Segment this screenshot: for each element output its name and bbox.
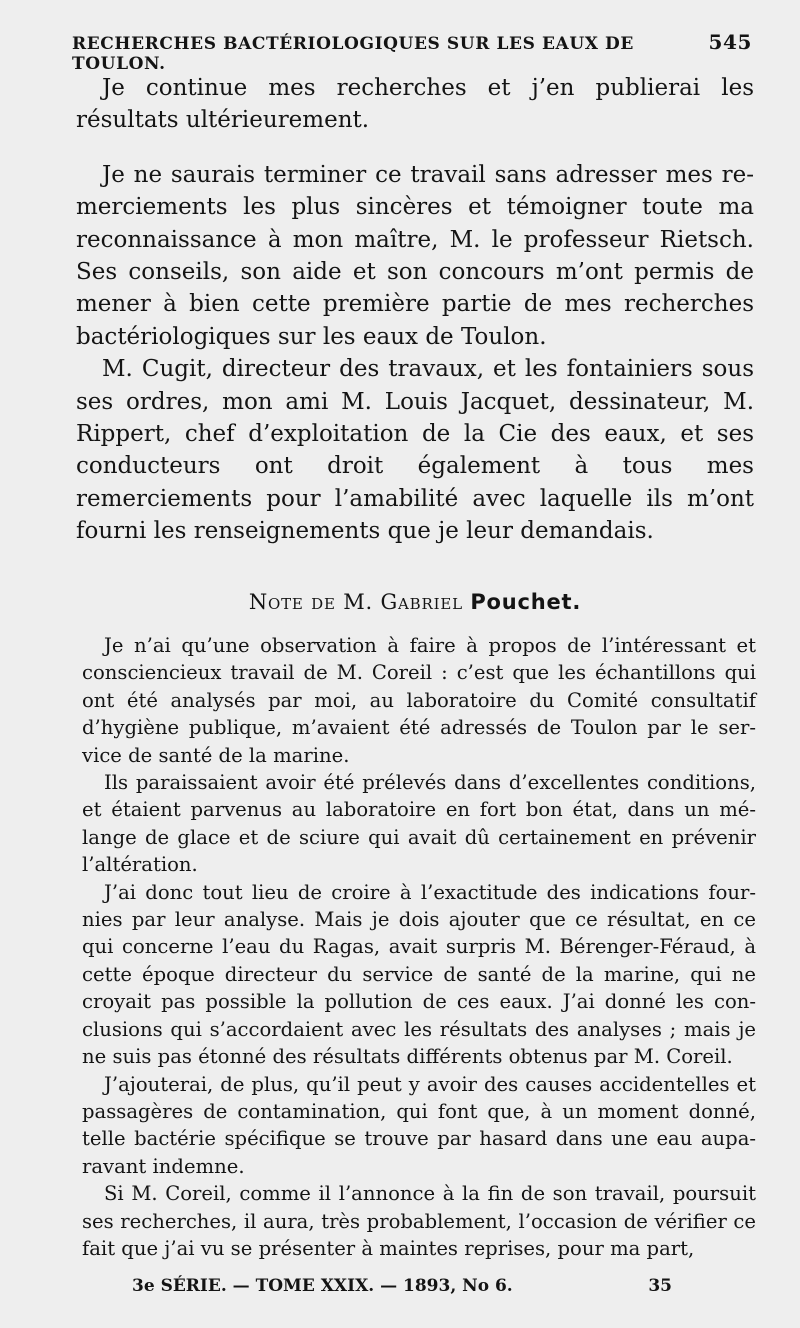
signature-mark: 35 <box>648 1276 672 1296</box>
series-line: 3e SÉRIE. — TOME XXIX. — 1893, No 6. <box>132 1276 513 1296</box>
note-paragraph: J’ai donc tout lieu de croire à l’exactitude des indications fournies par leur analyse. Mais je dois ajouter que ce résultat, en ce qui concerne l’eau du Ragas, avait surpris M. Bérenger-Féraud, à cette époque directeur du service de santé de la marine, qui ne croyait pas possible la pollution de ces eaux. J’ai donné les conclusions qui s’accordaient avec les résultats des analyses ; mais je ne suis pas étonné des résultats différents obtenus par M. Coreil. <box>82 880 756 1069</box>
note-paragraph: Si M. Coreil, comme il l’annonce à la fin de son travail, poursuit ses recherches, il aura, très probablement, l’occasion de vérifier ce fait que j’ai vu se présenter à maintes reprises, pour ma part, <box>82 1182 756 1260</box>
page-number: 545 <box>708 30 752 54</box>
note-heading-name: Pouchet. <box>470 590 582 614</box>
article-conclusion <box>76 72 754 548</box>
note-heading-prefix: Note de M. Gabriel <box>248 590 463 614</box>
paragraph-continue: Je continue mes recherches et j’en publierai les résultats ultérieurement. <box>76 75 754 134</box>
running-title: RECHERCHES BACTÉRIOLOGIQUES SUR LES EAUX DE TOULON. <box>72 34 634 74</box>
paragraph-acknowledgment: Je ne saurais terminer ce travail sans adresser mes remerciements les plus sincères et témoigner toute ma reconnaissance à mon maître, M. le professeur Rietsch. Ses conseils, son aide et son concours m’ont permis de mener à bien cette première partie de mes recherches bactériologiques sur les eaux de Toulon. <box>76 161 754 350</box>
note-body <box>82 632 756 1262</box>
note-paragraph: Ils paraissaient avoir été prélevés dans d’excellentes conditions, et étaient parvenus au laboratoire en fort bon état, dans un mélange de glace et de sciure qui avait dû certainement en prévenir l’altération. <box>82 771 756 877</box>
paragraph-thanks: M. Cugit, directeur des travaux, et les fontainiers sous ses ordres, mon ami M. Louis Jacquet, dessinateur, M. Rippert, chef d’exploitation de la Cie des eaux, et ses conducteurs ont droit également à tous mes remerciements pour l’amabilité avec laquelle ils m’ont fourni les renseignements que je leur demandais. <box>76 356 754 545</box>
note-heading <box>76 590 754 614</box>
page-footer <box>132 1276 672 1296</box>
note-paragraph: J’ajouterai, de plus, qu’il peut y avoir des causes accidentelles et passagères de contamination, qui font que, à un moment donné, telle bactérie spécifique se trouve par hasard dans une eau auparavant indemne. <box>82 1072 756 1178</box>
running-header <box>72 30 752 74</box>
note-paragraph: Je n’ai qu’une observation à faire à propos de l’intéressant et consciencieux travail de M. Coreil : c’est que les échantillons qui ont été analysés par moi, au laboratoire du Comité consultatif d’hygiène publique, m’avaient été adressés de Toulon par le service de santé de la marine. <box>82 634 756 767</box>
